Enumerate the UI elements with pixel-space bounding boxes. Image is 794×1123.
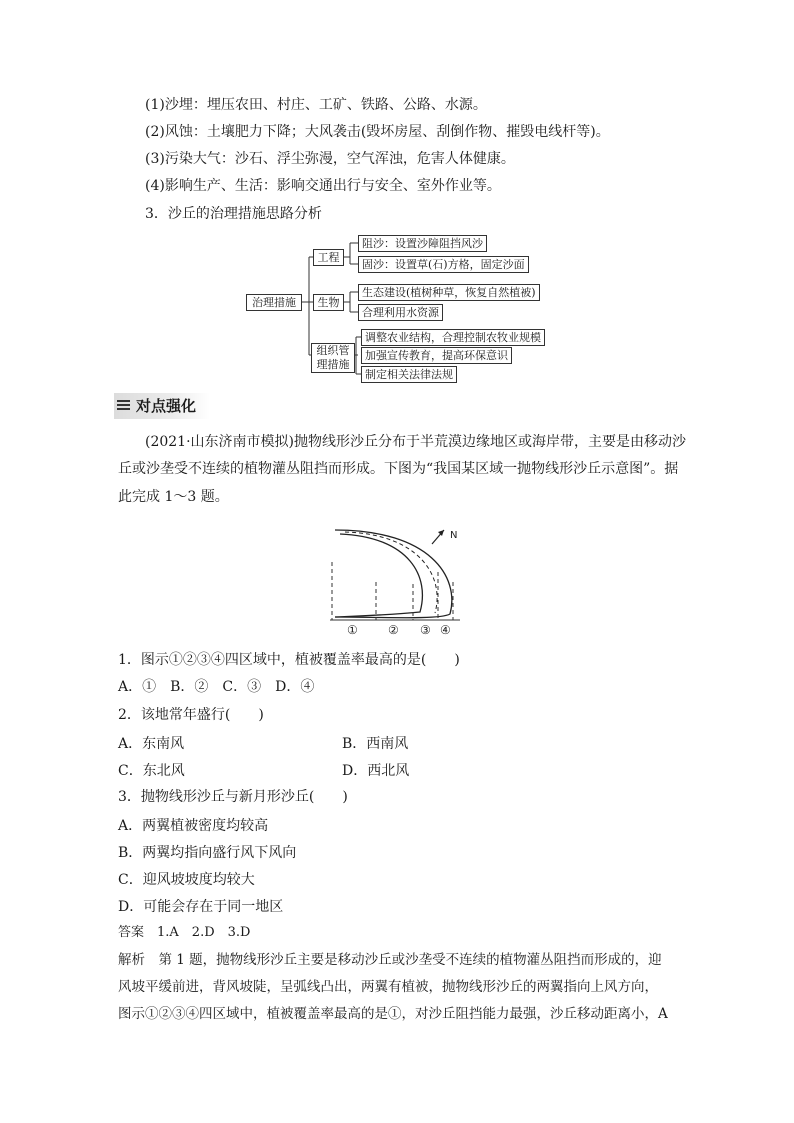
question-2-option-c: C．东北风 <box>118 763 185 779</box>
list-icon <box>117 400 130 411</box>
tree-group-organization-line-2: 理措施 <box>316 358 350 371</box>
question-3-option-c: C．迎风坡坡度均较大 <box>118 872 255 888</box>
region-label-2: ② <box>388 623 399 637</box>
question-2-option-d: D．西北风 <box>342 763 410 779</box>
intro-line-1: (2021·山东济南市模拟)抛物线形沙丘分布于半荒漠边缘地区或海岸带，主要是由移动沙 <box>145 434 687 450</box>
tree-leaf-ecology: 生态建设(植树种草，恢复自然植被) <box>358 284 540 301</box>
section-3-title: 3．沙丘的治理措施思路分析 <box>145 206 322 222</box>
hazard-item-1: (1)沙埋：埋压农田、村庄、工矿、铁路、公路、水源。 <box>145 97 487 113</box>
question-3-stem: 3．抛物线形沙丘与新月形沙丘( ) <box>118 789 348 805</box>
intro-line-3: 此完成 1～3 题。 <box>118 489 229 505</box>
tree-leaf-fix-sand: 固沙：设置草(石)方格，固定沙面 <box>358 256 529 273</box>
tree-leaf-water: 合理利用水资源 <box>358 304 443 321</box>
hazard-item-3: (3)污染大气：沙石、浮尘弥漫，空气浑浊，危害人体健康。 <box>145 151 515 167</box>
analysis-line-2: 风坡平缓前进，背风坡陡，呈弧线凸出，两翼有植被，抛物线形沙丘的两翼指向上风方向， <box>118 979 658 995</box>
tree-group-biological: 生物 <box>313 294 344 311</box>
tree-leaf-agriculture: 调整农业结构，合理控制农牧业规模 <box>361 329 545 346</box>
tree-leaf-law: 制定相关法律法规 <box>361 366 457 383</box>
intro-line-2: 丘或沙垄受不连续的植物灌丛阻挡而形成。下图为“我国某区域一抛物线形沙丘示意图”。据 <box>118 461 679 477</box>
practice-section-header <box>114 393 210 419</box>
tree-root: 治理措施 <box>246 294 302 311</box>
question-1-stem: 1．图示①②③④四区域中，植被覆盖率最高的是( ) <box>118 652 460 668</box>
answer-line: 答案 1.A 2.D 3.D <box>118 925 251 940</box>
question-2-option-b: B．西南风 <box>342 736 409 752</box>
region-label-4: ④ <box>440 623 451 637</box>
hazard-item-2: (2)风蚀：土壤肥力下降；大风袭击(毁坏房屋、刮倒作物、摧毁电线杆等)。 <box>145 124 610 140</box>
tree-group-organization <box>311 343 355 373</box>
dune-inner-outline <box>335 534 422 617</box>
question-3-option-b: B．两翼均指向盛行风下风向 <box>118 845 297 861</box>
tree-group-engineering: 工程 <box>313 249 344 266</box>
parabolic-dune-figure <box>320 522 470 642</box>
region-label-3: ③ <box>420 623 431 637</box>
north-label: N <box>450 530 458 541</box>
tree-leaf-block-sand: 阻沙：设置沙障阻挡风沙 <box>358 235 487 252</box>
question-3-option-a: A．两翼植被密度均较高 <box>118 818 269 834</box>
question-1-options: A．① B．② C．③ D．④ <box>118 679 315 695</box>
question-3-option-d: D．可能会存在于同一地区 <box>118 899 284 915</box>
question-2-stem: 2．该地常年盛行( ) <box>118 707 264 723</box>
analysis-line-1: 解析 第 1 题，抛物线形沙丘主要是移动沙丘或沙垄受不连续的植物灌丛阻挡而形成的，迎 <box>118 952 662 968</box>
dune-outer-outline <box>335 530 452 618</box>
hazard-item-4: (4)影响生产、生活：影响交通出行与安全、室外作业等。 <box>145 178 501 194</box>
tree-leaf-education: 加强宣传教育，提高环保意识 <box>361 347 512 364</box>
dune-dashed-curve <box>345 532 437 613</box>
tree-group-organization-line-1: 组织管 <box>316 344 350 357</box>
question-2-option-a: A．东南风 <box>118 736 185 752</box>
analysis-line-3: 图示①②③④四区域中，植被覆盖率最高的是①，对沙丘阻挡能力最强，沙丘移动距离小，A <box>118 1006 668 1022</box>
practice-section-title: 对点强化 <box>136 397 197 415</box>
region-label-1: ① <box>347 623 358 637</box>
